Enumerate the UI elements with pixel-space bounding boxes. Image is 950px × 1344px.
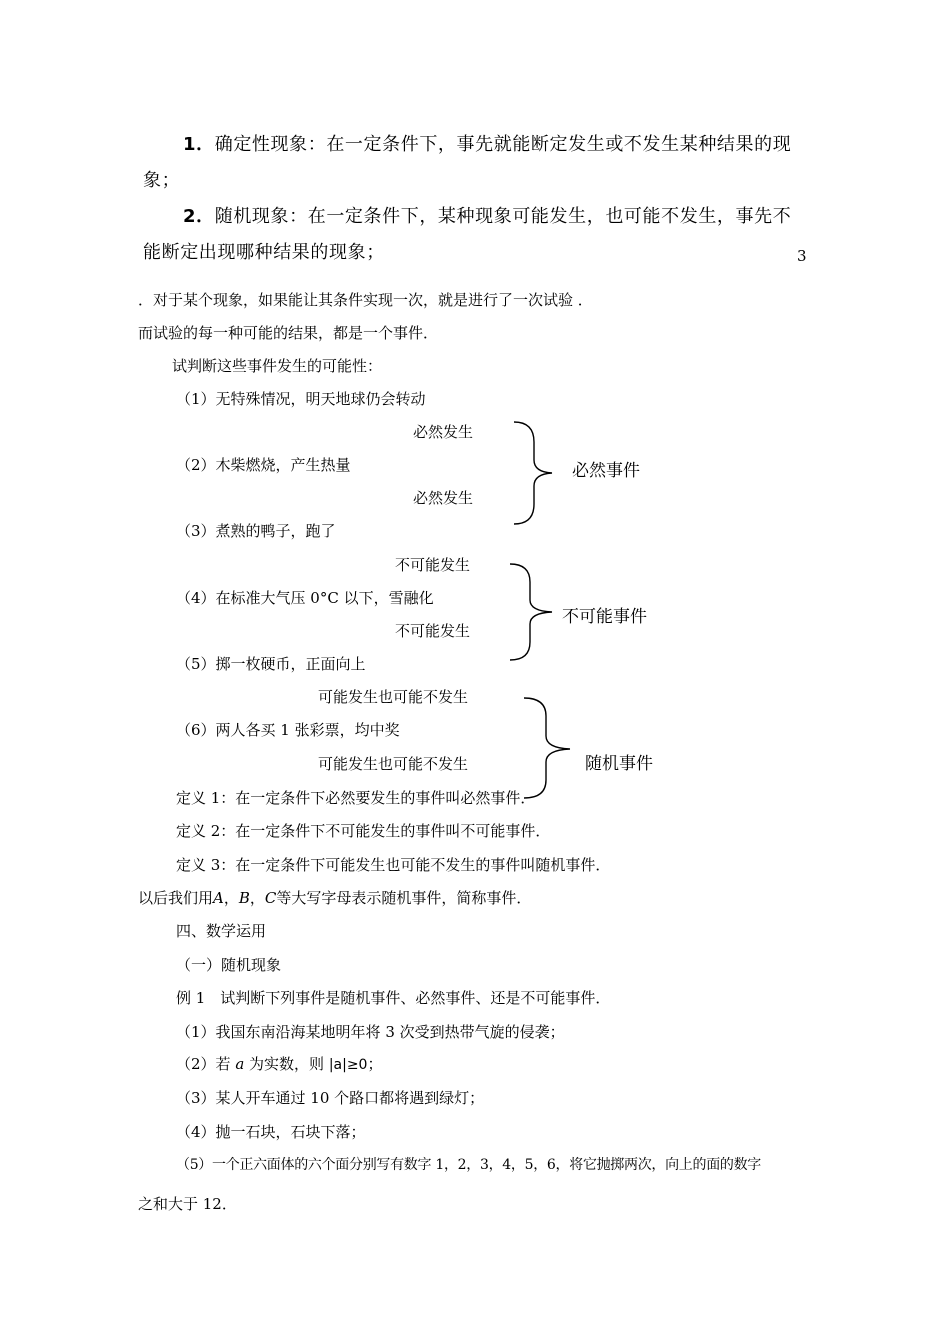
answer-3: 不可能发生 [395,556,471,574]
answer-6: 可能发生也可能不发生 [318,755,469,773]
example-1: 例 1 试判断下列事件是随机事件、必然事件、还是不可能事件． [176,989,611,1007]
group-certain-label: 必然事件 [572,461,640,481]
notation-line [138,887,531,908]
example-item-2-expression: |a|≥0 [328,1057,368,1073]
example-item-5-line-2: 之和大于 12． [138,1195,237,1213]
notation-suffix: 等大写字母表示随机事件，简称事件． [276,889,532,907]
definition-3: 定义 3：在一定条件下可能发生也可能不发生的事件叫随机事件． [176,856,611,874]
example-item-2-end: ； [367,1055,383,1073]
example-item-2-mid: 为实数，则 [244,1055,329,1073]
example-item-3: （3）某人开车通过 10 个路口都将遇到绿灯； [176,1089,485,1107]
example-item-1: （1）我国东南沿海某地明年将 3 次受到热带气旋的侵袭； [176,1023,565,1041]
example-item-2 [176,1053,382,1074]
trial-line-1: ．对于某个现象，如果能让其条件实现一次，就是进行了一次试验 ． [138,291,593,309]
item-4: （4）在标准大气压 0°C 以下，雪融化 [176,589,434,607]
group-impossible-label: 不可能事件 [562,607,647,627]
item-5: （5）掷一枚硬币，正面向上 [176,655,366,673]
example-item-2-prefix: （2）若 [176,1055,236,1073]
answer-1: 必然发生 [413,423,474,441]
heading-1-continuation: 象； [143,170,181,191]
brace-random [522,696,574,800]
judge-prompt: 试判断这些事件发生的可能性： [172,357,383,375]
heading-2 [183,202,791,228]
item-3: （3）煮熟的鸭子，跑了 [176,522,336,540]
notation-var-b: B [238,889,250,907]
example-item-2-var: a [235,1055,245,1073]
example-item-5-line-1: （5）一个正六面体的六个面分别写有数字 1，2，3，4，5，6，将它抛掷两次，向上的面的数字 [176,1157,761,1173]
heading-2-number: 2． [183,206,215,227]
notation-prefix: 以后我们用 [138,889,214,907]
notation-var-c: C [264,889,277,907]
example-item-4: （4）抛一石块，石块下落； [176,1123,366,1141]
heading-2-text: 随机现象：在一定条件下，某种现象可能发生，也可能不发生，事先不 [214,206,792,227]
trial-line-2: 而试验的每一种可能的结果，都是一个事件． [138,324,439,342]
brace-certain [512,420,557,526]
section-4-heading: 四、数学运用 [176,922,267,940]
brace-impossible [508,562,558,662]
item-1: （1）无特殊情况，明天地球仍会转动 [176,390,426,408]
definition-2: 定义 2：在一定条件下不可能发生的事件叫不可能事件． [176,822,551,840]
notation-var-a: A [213,889,224,907]
answer-2: 必然发生 [413,489,474,507]
subsection-random-phenomena: （一）随机现象 [176,956,282,974]
heading-2-continuation: 能断定出现哪种结果的现象； [143,242,385,263]
item-6: （6）两人各买 1 张彩票，均中奖 [176,721,400,739]
item-2: （2）木柴燃烧，产生热量 [176,456,351,474]
heading-1 [183,130,791,156]
heading-3-number: 3 [797,247,807,265]
heading-1-number: 1． [183,134,215,155]
heading-1-text: 确定性现象：在一定条件下，事先就能断定发生或不发生某种结果的现 [214,134,792,155]
definition-1: 定义 1：在一定条件下必然要发生的事件叫必然事件． [176,789,536,807]
notation-sep-2: ， [249,889,265,907]
answer-4: 不可能发生 [395,622,471,640]
notation-sep-1: ， [223,889,239,907]
group-random-label: 随机事件 [585,754,653,774]
answer-5: 可能发生也可能不发生 [318,688,469,706]
